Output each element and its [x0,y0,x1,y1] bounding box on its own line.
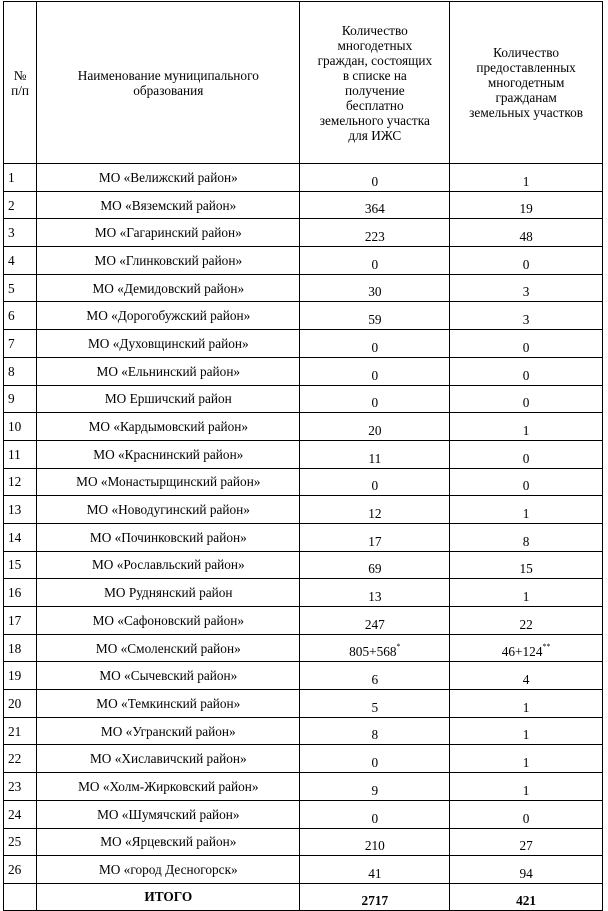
table-row [4,413,603,441]
count-in-list-value: 59 [368,312,382,328]
count-in-list-cell [300,523,450,551]
count-provided-value: 22 [519,616,533,632]
count-in-list-cell [300,662,450,690]
table-row [4,856,603,884]
count-in-list-value: 20 [368,422,382,438]
count-in-list-value: 223 [364,229,385,245]
row-number: 6 [4,302,37,330]
count-provided-value: 1 [522,422,530,438]
municipality-name: МО «Ярцевский район» [37,828,300,856]
count-provided-value: 3 [522,312,530,328]
table-row [4,828,603,856]
count-provided-cell [450,607,603,635]
count-provided-cell [450,523,603,551]
table-row [4,247,603,275]
count-provided-value: 3 [522,284,530,300]
municipality-name: МО Ершичский район [37,385,300,413]
count-provided-cell [450,385,603,413]
count-provided-value: 1 [522,699,530,715]
count-provided-cell [450,468,603,496]
count-provided-cell [450,164,603,192]
total-label: ИТОГО [37,883,300,910]
count-in-list-value: 41 [368,865,382,881]
row-number: 11 [4,440,37,468]
total-provided: 421 [450,883,603,910]
count-in-list-value: 5 [371,699,379,715]
count-provided-value: 0 [522,367,530,383]
count-provided-cell [450,413,603,441]
municipality-name: МО «Кардымовский район» [37,413,300,441]
municipality-name: МО «Вяземский район» [37,191,300,219]
count-in-list-cell [300,440,450,468]
row-number: 25 [4,828,37,856]
header-row [4,2,603,164]
count-in-list-value: 0 [371,478,379,494]
count-in-list-cell [300,413,450,441]
count-in-list-cell [300,690,450,718]
count-provided-cell [450,717,603,745]
count-provided-value: 15 [519,561,533,577]
count-in-list-value: 0 [371,755,379,771]
count-provided-cell [450,274,603,302]
table-row [4,191,603,219]
count-provided-cell [450,690,603,718]
table-row [4,219,603,247]
row-number: 22 [4,745,37,773]
row-number: 1 [4,164,37,192]
row-number: 14 [4,523,37,551]
municipality-name: МО «город Десногорск» [37,856,300,884]
count-provided-cell [450,745,603,773]
count-in-list-cell [300,219,450,247]
table-row [4,523,603,551]
count-provided-value: 0 [522,478,530,494]
count-provided-cell [450,856,603,884]
municipality-name: МО «Глинковский район» [37,247,300,275]
municipality-name: МО «Хиславичский район» [37,745,300,773]
count-provided-value: 1 [522,727,530,743]
table-row [4,773,603,801]
table-row [4,634,603,662]
row-number: 23 [4,773,37,801]
count-provided-value: 48 [519,229,533,245]
count-provided-cell [450,440,603,468]
count-provided-value: 1 [522,505,530,521]
table-row [4,357,603,385]
row-number: 4 [4,247,37,275]
municipality-name: МО «Дорогобужский район» [37,302,300,330]
count-in-list-cell [300,191,450,219]
municipality-name: МО «Починковский район» [37,523,300,551]
municipality-name: МО «Темкинский район» [37,690,300,718]
count-in-list-value: 0 [371,339,379,355]
row-number: 19 [4,662,37,690]
count-provided-value: 46+124 [501,644,543,660]
count-provided-value: 4 [522,672,530,688]
row-number: 17 [4,607,37,635]
count-in-list-value: 210 [364,838,385,854]
municipality-name: МО «Смоленский район» [37,634,300,662]
table-row [4,662,603,690]
municipality-name: МО «Сычевский район» [37,662,300,690]
row-number: 26 [4,856,37,884]
count-in-list-value: 69 [368,561,382,577]
count-in-list-value: 364 [364,201,385,217]
count-in-list-cell [300,164,450,192]
count-in-list-cell [300,330,450,358]
count-provided-value: 94 [519,865,533,881]
municipality-name: МО «Демидовский район» [37,274,300,302]
count-provided-cell [450,247,603,275]
count-provided-value: 0 [522,395,530,411]
count-provided-cell [450,330,603,358]
count-provided-cell [450,828,603,856]
count-provided-value: 1 [522,589,530,604]
count-provided-cell [450,634,603,662]
footnote-mark: * [396,642,401,652]
municipality-name: МО «Краснинский район» [37,440,300,468]
count-provided-cell [450,496,603,524]
count-provided-cell [450,579,603,607]
count-provided-value: 1 [522,173,530,189]
row-number: 24 [4,800,37,828]
land-plots-table [3,1,603,911]
row-number: 7 [4,330,37,358]
table-row [4,468,603,496]
header-count-in-list: Количество многодетных граждан, состоящих в списке на получение бесплатно земельного участка для ИЖС [300,2,450,164]
count-in-list-value: 8 [371,727,379,743]
count-in-list-cell [300,302,450,330]
table-row [4,496,603,524]
municipality-name: МО «Сафоновский район» [37,607,300,635]
row-number: 10 [4,413,37,441]
count-in-list-value: 0 [371,256,379,272]
total-in-list: 2717 [300,883,450,910]
count-provided-value: 0 [522,256,530,272]
count-in-list-value: 9 [371,782,379,798]
count-in-list-value: 0 [371,395,379,411]
count-provided-cell [450,219,603,247]
count-in-list-value: 805+568 [349,644,397,660]
row-number: 2 [4,191,37,219]
row-number: 5 [4,274,37,302]
header-count-provided: Количество предоставленных многодетным гражданам земельных участков [450,2,603,164]
municipality-name: МО «Ельнинский район» [37,357,300,385]
table-row [4,690,603,718]
row-number: 18 [4,634,37,662]
count-provided-value: 1 [522,755,530,771]
count-provided-value: 19 [519,201,533,217]
municipality-name: МО «Гагаринский район» [37,219,300,247]
total-row [4,883,603,910]
table-row [4,579,603,607]
count-provided-value: 8 [522,533,530,549]
municipality-name: МО Руднянский район [37,579,300,607]
count-provided-cell [450,357,603,385]
row-number: 21 [4,717,37,745]
count-in-list-value: 6 [371,672,379,688]
row-number: 12 [4,468,37,496]
table-body [4,164,603,911]
count-in-list-value: 11 [368,450,382,466]
count-in-list-cell [300,800,450,828]
count-provided-value: 0 [522,810,530,826]
count-in-list-cell [300,274,450,302]
table-row [4,800,603,828]
count-in-list-value: 0 [371,173,379,189]
count-in-list-cell [300,717,450,745]
count-provided-value: 0 [522,339,530,355]
count-in-list-cell [300,745,450,773]
count-in-list-cell [300,496,450,524]
table-row [4,717,603,745]
count-in-list-cell [300,828,450,856]
municipality-name: МО «Угранский район» [37,717,300,745]
count-in-list-value: 0 [371,367,379,383]
count-provided-value: 1 [522,782,530,798]
count-in-list-cell [300,247,450,275]
count-in-list-cell [300,579,450,607]
header-num: № п/п [4,2,37,164]
count-in-list-cell [300,773,450,801]
count-in-list-value: 0 [371,810,379,826]
count-in-list-value: 247 [364,616,385,632]
count-provided-cell [450,302,603,330]
count-in-list-value: 13 [368,589,382,604]
row-number: 9 [4,385,37,413]
row-number: 13 [4,496,37,524]
municipality-name: МО «Новодугинский район» [37,496,300,524]
header-name: Наименование муниципального образования [37,2,300,164]
row-number: 8 [4,357,37,385]
table-row [4,745,603,773]
count-provided-cell [450,773,603,801]
count-in-list-value: 12 [368,505,382,521]
municipality-name: МО «Холм-Жирковский район» [37,773,300,801]
count-provided-value: 27 [519,838,533,854]
count-in-list-value: 30 [368,284,382,300]
count-in-list-cell [300,357,450,385]
count-in-list-cell [300,856,450,884]
count-in-list-cell [300,607,450,635]
table-row [4,274,603,302]
table-row [4,385,603,413]
table-row [4,551,603,579]
count-in-list-cell [300,385,450,413]
count-provided-cell [450,191,603,219]
table-row [4,330,603,358]
municipality-name: МО «Духовщинский район» [37,330,300,358]
row-number: 3 [4,219,37,247]
municipality-name: МО «Шумячский район» [37,800,300,828]
count-in-list-cell [300,551,450,579]
table-row [4,302,603,330]
municipality-name: МО «Велижский район» [37,164,300,192]
count-in-list-value: 17 [368,533,382,549]
municipality-name: МО «Монастырщинский район» [37,468,300,496]
table-row [4,607,603,635]
count-provided-value: 0 [522,450,530,466]
total-num-cell [4,883,37,910]
count-provided-cell [450,662,603,690]
count-provided-cell [450,551,603,579]
row-number: 20 [4,690,37,718]
municipality-name: МО «Рославльский район» [37,551,300,579]
footnote-mark: ** [542,642,551,652]
table-row [4,440,603,468]
count-in-list-cell [300,468,450,496]
row-number: 16 [4,579,37,607]
count-in-list-cell [300,634,450,662]
row-number: 15 [4,551,37,579]
count-provided-cell [450,800,603,828]
table-row [4,164,603,192]
